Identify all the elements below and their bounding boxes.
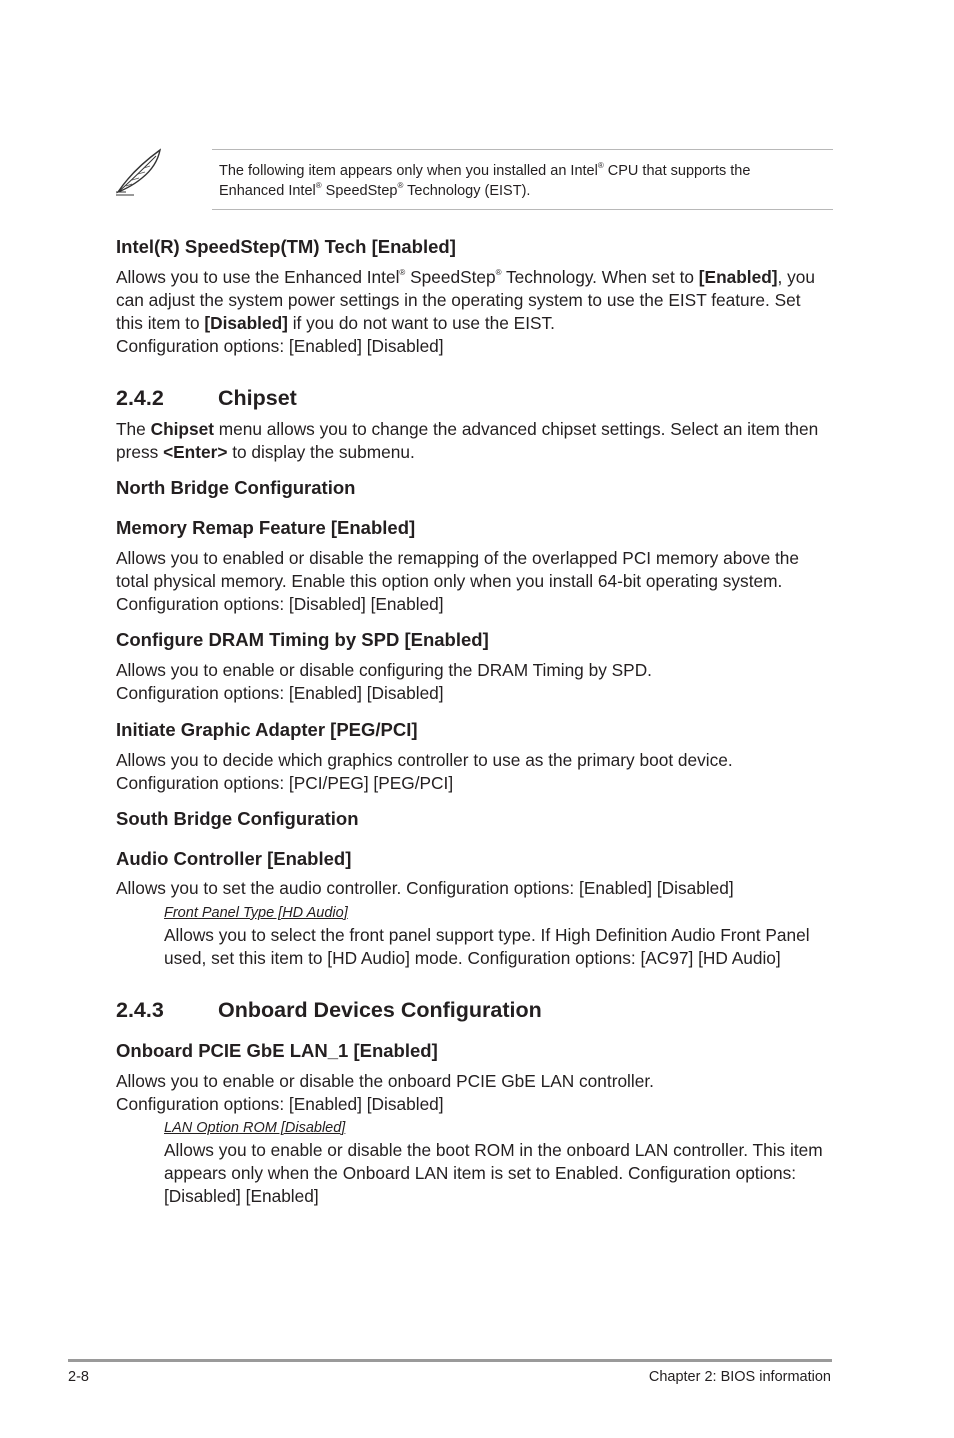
dram-timing-description: Allows you to enable or disable configuring the DRAM Timing by SPD. Configuration options: [Enabled] [Disabled] xyxy=(116,660,652,703)
note-top-rule xyxy=(212,149,833,150)
onboard-section-title: 2.4.3 Onboard Devices Configuration xyxy=(116,998,542,1022)
chipset-description: The Chipset menu allows you to change the advanced chipset settings. Select an item then press <Enter> to display the submenu. xyxy=(116,419,819,462)
lan-option-rom-label: LAN Option ROM [Disabled] xyxy=(164,1120,346,1136)
audio-controller-heading: Audio Controller [Enabled] xyxy=(116,848,352,869)
chapter-label: Chapter 2: BIOS information xyxy=(648,1369,831,1385)
front-panel-type-label: Front Panel Type [HD Audio] xyxy=(164,905,348,921)
speedstep-heading: Intel(R) SpeedStep(TM) Tech [Enabled] xyxy=(116,236,456,257)
note-feather-icon xyxy=(112,146,166,198)
lan-option-rom-description: Allows you to enable or disable the boot ROM in the onboard LAN controller. This item appears only when the Onboard LAN item is set to Enabled. Configuration options: [Disabled] [Enabled] xyxy=(164,1140,823,1206)
front-panel-type-description: Allows you to select the front panel support type. If High Definition Audio Front Panel used, set this item to [HD Audio] mode. Configuration options: [AC97] [HD Audio] xyxy=(164,925,810,968)
memory-remap-description: Allows you to enabled or disable the remapping of the overlapped PCI memory above the total physical memory. Enable this option only when you install 64-bit operating system. Configuration options: [Disabled] [Enabled] xyxy=(116,548,800,614)
onboard-lan-description: Allows you to enable or disable the onboard PCIE GbE LAN controller. Configuration options: [Enabled] [Disabled] xyxy=(116,1071,654,1114)
speedstep-description: Allows you to use the Enhanced Intel® SpeedStep® Technology. When set to [Enabled], you can adjust the system power settings in the operating system to use the EIST feature. Set this item to [Disabled] if you do not want to use the EIST. Configuration options: [Enabled] [Disabled] xyxy=(116,267,815,356)
north-bridge-heading: North Bridge Configuration xyxy=(116,477,356,498)
graphic-adapter-heading: Initiate Graphic Adapter [PEG/PCI] xyxy=(116,719,418,740)
chipset-section-title: 2.4.2 Chipset xyxy=(116,386,297,410)
note-text: The following item appears only when you installed an Intel® CPU that supports the Enhanced Intel® SpeedStep® Technology (EIST). xyxy=(219,161,751,199)
onboard-lan-heading: Onboard PCIE GbE LAN_1 [Enabled] xyxy=(116,1040,438,1061)
memory-remap-heading: Memory Remap Feature [Enabled] xyxy=(116,517,416,538)
south-bridge-heading: South Bridge Configuration xyxy=(116,808,359,829)
audio-controller-description: Allows you to set the audio controller. Configuration options: [Enabled] [Disabled] xyxy=(116,878,734,898)
footer-rule xyxy=(68,1359,832,1362)
page-number: 2-8 xyxy=(68,1369,89,1385)
dram-timing-heading: Configure DRAM Timing by SPD [Enabled] xyxy=(116,629,489,650)
graphic-adapter-description: Allows you to decide which graphics controller to use as the primary boot device. Configuration options: [PCI/PEG] [PEG/PCI] xyxy=(116,750,733,793)
note-bottom-rule xyxy=(212,209,833,210)
